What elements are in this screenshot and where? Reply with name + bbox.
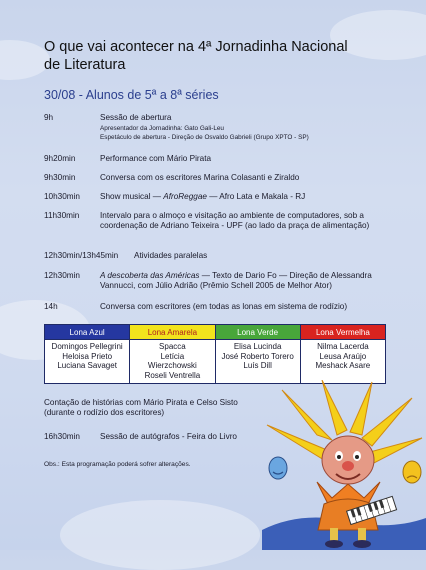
schedule-desc: Conversa com os escritores Marina Colasanti e Ziraldo <box>100 173 300 182</box>
lonas-authors-row <box>45 340 386 384</box>
jester-illustration <box>262 380 426 550</box>
lona-verde-header: Lona Verde <box>215 325 300 340</box>
lona-amarela-header: Lona Amarela <box>130 325 215 340</box>
background-cloud <box>60 500 260 570</box>
schedule-subline: Espetáculo de abertura - Direção de Osvaldo Gabrieli (Grupo XPTO - SP) <box>100 133 309 141</box>
lona-vermelha-authors: Nilma Lacerda Leusa Araújo Meshack Asare <box>300 340 385 384</box>
schedule-time: 16h30min <box>44 432 80 441</box>
schedule-time: 12h30min/13h45min <box>44 251 119 260</box>
lona-azul-authors: Domingos Pellegrini Heloisa Prieto Luciana Savaget <box>45 340 130 384</box>
lona-verde-authors: Elisa Lucinda José Roberto Torero Luís Dill <box>215 340 300 384</box>
schedule-time: 11h30min <box>44 211 80 220</box>
schedule-desc-part: — Texto de Dario Fo — Direção de Alessandra Vannucci, com Júlio Adrião (Prêmio Schell 2005 de Melhor Ator) <box>100 271 372 291</box>
lona-azul-header: Lona Azul <box>45 325 130 340</box>
schedule-desc: Conversa com escritores (em todas as lonas em sistema de rodízio) <box>100 302 348 311</box>
schedule-desc-italic: A descoberta das Américas <box>100 271 200 280</box>
schedule-desc: Performance com Mário Pirata <box>100 154 212 163</box>
page-subtitle: 30/08 - Alunos de 5ª a 8ª séries <box>44 88 219 102</box>
schedule-desc: Intervalo para o almoço e visitação ao ambiente de computadores, sob a coordenação de Adriano Teixeira - UPF (ao lado da praça de alimentação) <box>100 211 370 231</box>
schedule-time: 9h <box>44 113 54 122</box>
schedule-desc <box>100 192 405 202</box>
schedule-desc: Sessão de autógrafos - Feira do Livro <box>100 432 237 441</box>
background-cloud <box>0 40 50 80</box>
schedule-time: 14h <box>44 302 58 311</box>
lona-vermelha-header: Lona Vermelha <box>300 325 385 340</box>
note-text: Obs.: Esta programação poderá sofrer alterações. <box>44 461 191 468</box>
schedule-desc <box>100 271 405 292</box>
page-title: O que vai acontecer na 4ª Jornadinha Nacional de Literatura <box>44 39 348 73</box>
schedule-desc: Atividades paralelas <box>134 251 208 260</box>
schedule-time: 12h30min <box>44 271 80 280</box>
schedule-desc-italic: AfroReggae <box>163 192 207 201</box>
lona-amarela-authors: Spacca Letícia Wierzchowski Roseli Ventrella <box>130 340 215 384</box>
schedule-subline: Apresentador da Jornadinha: Gato Gali-Leu <box>100 125 224 133</box>
schedule-desc-part: — Afro Lata e Makala - RJ <box>206 192 306 201</box>
contacao-text: Contação de histórias com Mário Pirata e Celso Sisto (durante o rodízio dos escritores) <box>44 398 238 418</box>
schedule-time: 10h30min <box>44 192 80 201</box>
schedule-desc-part: Show musical — <box>100 192 164 201</box>
schedule-time: 9h30min <box>44 173 76 182</box>
schedule-desc: Sessão de abertura <box>100 113 172 122</box>
schedule-time: 9h20min <box>44 154 76 163</box>
lonas-table <box>44 324 386 384</box>
lonas-header-row <box>45 325 386 340</box>
